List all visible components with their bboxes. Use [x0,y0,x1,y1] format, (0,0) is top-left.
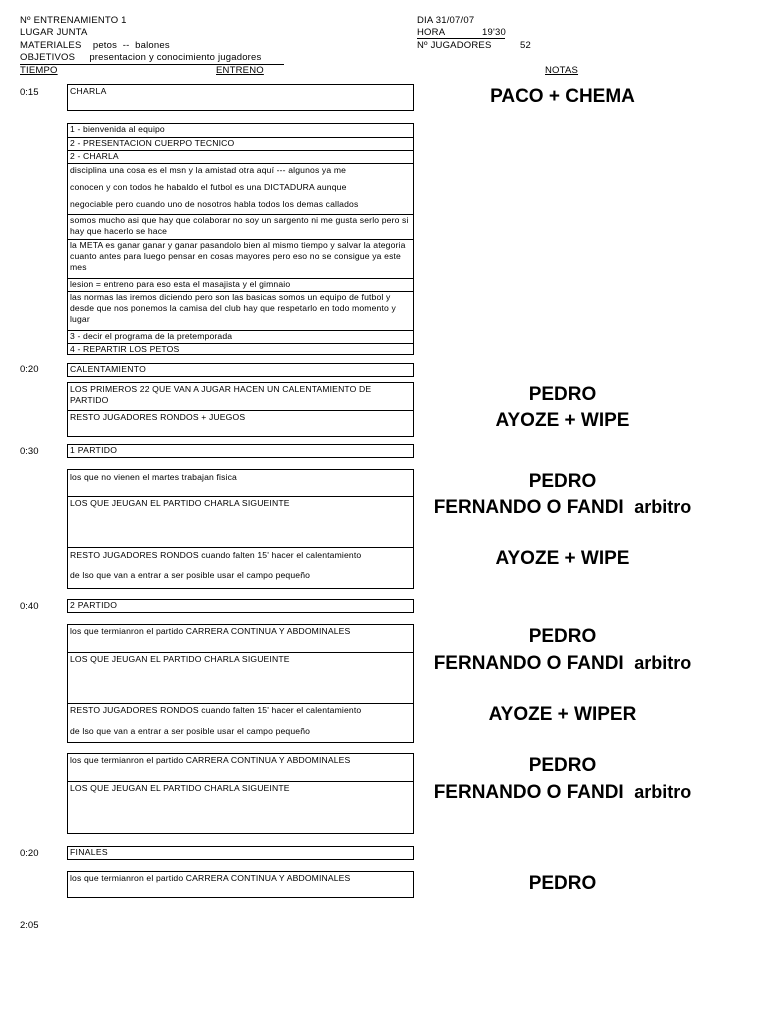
time-label: 2:05 [20,920,39,931]
section-partido-2 [67,599,414,613]
header-jugadores-value: 52 [520,40,531,51]
table-row: LOS QUE JEUGAN EL PARTIDO CHARLA SIGUEINTE [68,652,413,703]
table-row [68,163,413,214]
calentamiento-table [67,382,414,437]
table-row: la META es ganar ganar y ganar pasandolo bien al mismo tiempo y salvar la ategoria cuanto antes para luego pensar en cosas mayores pero eso no se consigue ya este mes [68,239,413,278]
row-line: RESTO JUGADORES RONDOS cuando falten 15' hacer el calentamiento [70,550,362,560]
table-row: 1 - bienvenida al equipo [70,124,165,134]
table-row: 2 - PRESENTACION CUERPO TECNICO [68,137,413,150]
partido-2-table [67,624,414,743]
column-tiempo: TIEMPO [20,65,58,76]
table-row: los que no vienen el martes trabajan fisica [70,472,237,482]
header-hora-underline [417,38,505,39]
note-fernando-fandi [415,497,710,519]
section-title: 2 PARTIDO [70,600,118,610]
header-dia: DIA 31/07/07 [417,15,475,26]
time-label: 0:20 [20,364,39,375]
section-finales [67,846,414,860]
section-title: CHARLA [70,86,107,96]
table-row: las normas las iremos diciendo pero son las basicas somos un equipo de futbol y desde que nos ponemos la camisa del club hay que respetarlo en todo momento y lugar [68,291,413,330]
note-text: FERNANDO O FANDI [433,782,624,803]
note-pedro: PEDRO [528,471,597,492]
note-arbitro: arbitro [634,653,692,673]
note-fernando-fandi [415,782,710,804]
table-row: 2 - CHARLA [68,150,413,163]
header-materiales: MATERIALES petos -- balones [20,40,170,51]
time-label: 0:15 [20,87,39,98]
time-label: 0:20 [20,848,39,859]
time-label: 0:30 [20,446,39,457]
column-notas: NOTAS [545,65,579,76]
section-calentamiento [67,363,414,377]
row-line: disciplina una cosa es el msn y la amistad otra aquí --- algunos ya me [70,165,347,175]
time-label: 0:40 [20,601,39,612]
header-hora-value: 19'30 [482,27,506,38]
row-line: negociable pero cuando uno de nosotros habla todos los demas callados [70,199,359,209]
table-row: RESTO JUGADORES RONDOS + JUEGOS [68,410,413,436]
charla-table [67,123,414,355]
table-row: somos mucho asi que hay que colaborar no soy un sargento ni me gusta serlo pero si hay que hacerlo se hace [68,214,413,239]
table-row: los que termianron el partido CARRERA CONTINUA Y ABDOMINALES [70,873,351,883]
table-row [68,703,413,742]
row-line: de lso que van a entrar a ser posible usar el campo pequeño [70,570,311,580]
header-hora-label: HORA [417,27,446,38]
finales-table [67,871,414,898]
note-pedro: PEDRO [528,873,597,894]
note-paco-chema: PACO + CHEMA [490,86,635,107]
note-text: FERNANDO O FANDI [433,653,624,674]
note-ayoze-wiper: AYOZE + WIPER [488,704,637,725]
note-ayoze-wipe: AYOZE + WIPE [495,410,630,431]
table-row: LOS QUE JEUGAN EL PARTIDO CHARLA SIGUEINTE [68,496,413,547]
note-fernando-fandi [415,653,710,675]
table-row: LOS QUE JEUGAN EL PARTIDO CHARLA SIGUEINTE [68,781,413,833]
table-row: 3 - decir el programa de la pretemporada [68,330,413,343]
table-row: los que termianron el partido CARRERA CONTINUA Y ABDOMINALES [70,626,351,636]
table-row: 4 - REPARTIR LOS PETOS [68,343,413,356]
header-entrenamiento: Nº ENTRENAMIENTO 1 [20,15,127,26]
header-jugadores-label: Nº JUGADORES [417,40,492,51]
note-arbitro: arbitro [634,782,692,802]
partido-1-table [67,469,414,589]
row-line: RESTO JUGADORES RONDOS cuando falten 15' hacer el calentamiento [70,705,362,715]
row-line: conocen y con todos he habaldo el futbol es una DICTADURA aunque [70,182,347,192]
note-pedro: PEDRO [528,755,597,776]
note-text: FERNANDO O FANDI [433,497,624,518]
row-line: de lso que van a entrar a ser posible usar el campo pequeño [70,726,311,736]
note-pedro: PEDRO [528,626,597,647]
section-title: FINALES [70,847,108,857]
section-charla [67,84,414,111]
note-pedro: PEDRO [528,384,597,405]
table-row [68,547,413,588]
table-row: LOS PRIMEROS 22 QUE VAN A JUGAR HACEN UN CALENTAMIENTO DE PARTIDO [70,384,372,405]
section-title: CALENTAMIENTO [70,364,147,374]
table-row: lesion = entreno para eso esta el masajista y el gimnaio [68,278,413,291]
partido-3-table [67,753,414,834]
column-entreno: ENTRENO [216,65,264,76]
section-partido-1 [67,444,414,458]
header-lugar: LUGAR JUNTA [20,27,88,38]
table-row: los que termianron el partido CARRERA CONTINUA Y ABDOMINALES [70,755,351,765]
note-arbitro: arbitro [634,497,692,517]
section-title: 1 PARTIDO [70,445,118,455]
header-objetivos: OBJETIVOS presentacion y conocimiento jugadores [20,52,262,63]
note-ayoze-wipe: AYOZE + WIPE [495,548,630,569]
